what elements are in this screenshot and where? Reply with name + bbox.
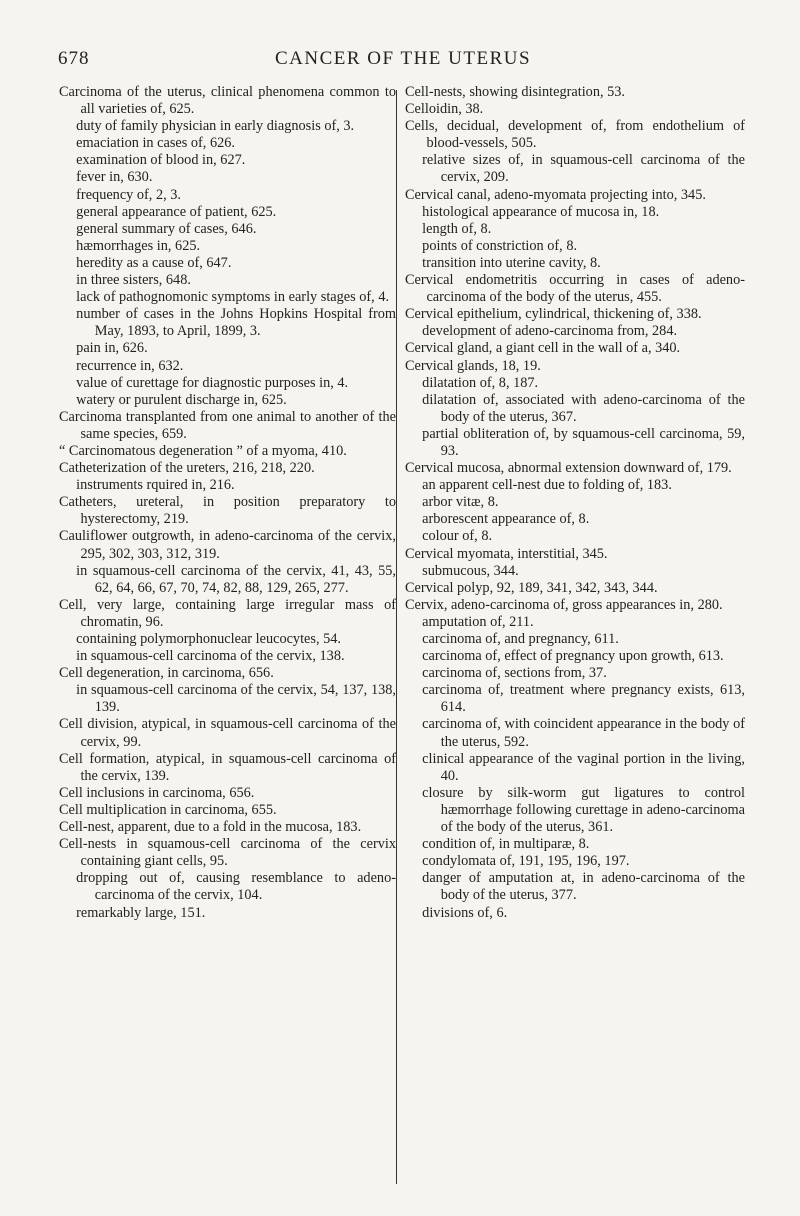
- index-subentry: transition into uterine cavity, 8.: [422, 254, 601, 271]
- index-subentry: watery or purulent discharge in, 625.: [76, 391, 287, 408]
- index-entry: Cell formation, atypical, in squamous-cell carcinoma of the cervix, 139.: [59, 750, 396, 784]
- index-subentry: dilatation of, 8, 187.: [422, 374, 539, 391]
- index-subentry: pain in, 626.: [76, 340, 148, 357]
- index-subentry: in three sisters, 648.: [76, 272, 191, 289]
- column-divider: [396, 90, 397, 1184]
- index-subentry: points of constriction of, 8.: [422, 237, 578, 254]
- index-subentry: number of cases in the Johns Hopkins Hospital from May, 1893, to April, 1899, 3.: [76, 306, 396, 340]
- index-subentry: condition of, in multiparæ, 8.: [422, 836, 590, 853]
- index-subentry: amputation of, 211.: [422, 613, 534, 630]
- index-subentry: general appearance of patient, 625.: [76, 203, 277, 220]
- index-subentry: heredity as a cause of, 647.: [76, 254, 232, 271]
- index-subentry: arborescent appearance of, 8.: [422, 511, 590, 528]
- index-entry: Carcinoma transplanted from one animal to another of the same species, 659.: [59, 408, 396, 442]
- index-entry: Cervical canal, adeno-myomata projecting into, 345.: [405, 186, 706, 203]
- index-entry: Cervical mucosa, abnormal extension downward of, 179.: [405, 460, 732, 477]
- index-subentry: recurrence in, 632.: [76, 357, 184, 374]
- index-subentry: divisions of, 6.: [422, 904, 508, 921]
- index-column-left: [59, 84, 396, 922]
- index-entry: Cell-nest, apparent, due to a fold in the mucosa, 183.: [59, 819, 362, 836]
- index-subentry: submucous, 344.: [422, 562, 519, 579]
- page-header: [58, 48, 748, 78]
- index-subentry: value of curettage for diagnostic purposes in, 4.: [76, 374, 349, 391]
- index-entry: Cervical glands, 18, 19.: [405, 357, 541, 374]
- index-subentry: containing polymorphonuclear leucocytes, 54.: [76, 631, 341, 647]
- index-subentry: in squamous-cell carcinoma of the cervix, 138.: [76, 648, 345, 665]
- index-subentry: histological appearance of mucosa in, 18.: [422, 203, 660, 220]
- index-entry: Cell, very large, containing large irregular mass of chromatin, 96.: [59, 596, 396, 630]
- running-head: CANCER OF THE UTERUS: [274, 48, 532, 69]
- index-subentry: general summary of cases, 646.: [76, 220, 257, 237]
- index-subentry: hæmorrhages in, 625.: [76, 237, 201, 254]
- index-entry: Cervix, adeno-carcinoma of, gross appearances in, 280.: [405, 596, 723, 613]
- index-entry: Cauliflower outgrowth, in adeno-carcinoma of the cervix, 295, 302, 303, 312, 319.: [59, 528, 396, 562]
- index-subentry: carcinoma of, and pregnancy, 611.: [422, 631, 619, 647]
- index-subentry: fever in, 630.: [76, 169, 153, 186]
- index-entry: Cervical epithelium, cylindrical, thickening of, 338.: [405, 306, 702, 323]
- page-number: 678: [58, 48, 90, 69]
- index-subentry: examination of blood in, 627.: [76, 152, 246, 169]
- index-subentry: condylomata of, 191, 195, 196, 197.: [422, 853, 630, 870]
- index-subentry: lack of pathognomonic symptoms in early stages of, 4.: [76, 289, 390, 306]
- index-subentry: dropping out of, causing resemblance to adeno-carcinoma of the cervix, 104.: [76, 870, 396, 904]
- index-entry: Cell-nests in squamous-cell carcinoma of the cervix containing giant cells, 95.: [59, 836, 396, 870]
- index-subentry: length of, 8.: [422, 220, 492, 237]
- index-subentry: carcinoma of, sections from, 37.: [422, 665, 607, 682]
- index-subentry: closure by silk-worm gut ligatures to control hæmorrhage following curettage in adeno-carcinoma of the body of the uterus, 361.: [422, 784, 745, 836]
- index-entry: Cell multiplication in carcinoma, 655.: [59, 801, 277, 818]
- index-subentry: carcinoma of, with coincident appearance in the body of the uterus, 592.: [422, 716, 745, 750]
- index-subentry: carcinoma of, effect of pregnancy upon growth, 613.: [422, 648, 724, 665]
- index-subentry: remarkably large, 151.: [76, 904, 206, 921]
- index-entry: “ Carcinomatous degeneration ” of a myoma, 410.: [59, 442, 347, 459]
- index-subentry: development of adeno-carcinoma from, 284.: [422, 323, 678, 340]
- index-subentry: emaciation in cases of, 626.: [76, 135, 235, 152]
- index-entry: Cervical endometritis occurring in cases of adeno-carcinoma of the body of the uterus, 455.: [405, 272, 745, 306]
- index-subentry: an apparent cell-nest due to folding of, 183.: [422, 477, 672, 494]
- index-entry: Catheters, ureteral, in position preparatory to hysterectomy, 219.: [59, 494, 396, 528]
- index-subentry: dilatation of, associated with adeno-carcinoma of the body of the uterus, 367.: [422, 391, 745, 425]
- index-entry: Carcinoma of the uterus, clinical phenomena common to all varieties of, 625.: [59, 84, 396, 118]
- index-subentry: relative sizes of, in squamous-cell carcinoma of the cervix, 209.: [422, 152, 745, 186]
- index-subentry: in squamous-cell carcinoma of the cervix, 54, 137, 138, 139.: [76, 682, 396, 716]
- index-entry: Cell degeneration, in carcinoma, 656.: [59, 665, 274, 682]
- index-entry: Cells, decidual, development of, from endothelium of blood-vessels, 505.: [405, 118, 745, 152]
- index-subentry: duty of family physician in early diagnosis of, 3.: [76, 118, 355, 135]
- index-entry: Cervical gland, a giant cell in the wall of a, 340.: [405, 340, 681, 357]
- index-subentry: instruments rquired in, 216.: [76, 477, 235, 494]
- index-subentry: frequency of, 2, 3.: [76, 186, 181, 203]
- index-subentry: arbor vitæ, 8.: [422, 494, 499, 511]
- index-subentry: in squamous-cell carcinoma of the cervix, 41, 43, 55, 62, 64, 66, 67, 70, 74, 82, 88, 129, 265, 277.: [76, 562, 396, 596]
- index-column-right: [405, 84, 745, 922]
- index-subentry: carcinoma of, treatment where pregnancy exists, 613, 614.: [422, 682, 745, 716]
- index-entry: Cell inclusions in carcinoma, 656.: [59, 784, 255, 801]
- index-entry: Catheterization of the ureters, 216, 218, 220.: [59, 460, 315, 477]
- index-entry: Cell-nests, showing disintegration, 53.: [405, 84, 625, 100]
- index-entry: Cell division, atypical, in squamous-cell carcinoma of the cervix, 99.: [59, 716, 396, 750]
- index-subentry: clinical appearance of the vaginal portion in the living, 40.: [422, 750, 745, 784]
- index-subentry: colour of, 8.: [422, 528, 493, 545]
- index-entry: Celloidin, 38.: [405, 101, 484, 118]
- index-entry: Cervical polyp, 92, 189, 341, 342, 343, 344.: [405, 579, 658, 596]
- index-subentry: danger of amputation at, in adeno-carcinoma of the body of the uterus, 377.: [422, 870, 745, 904]
- index-subentry: partial obliteration of, by squamous-cell carcinoma, 59, 93.: [422, 425, 745, 459]
- index-entry: Cervical myomata, interstitial, 345.: [405, 545, 608, 562]
